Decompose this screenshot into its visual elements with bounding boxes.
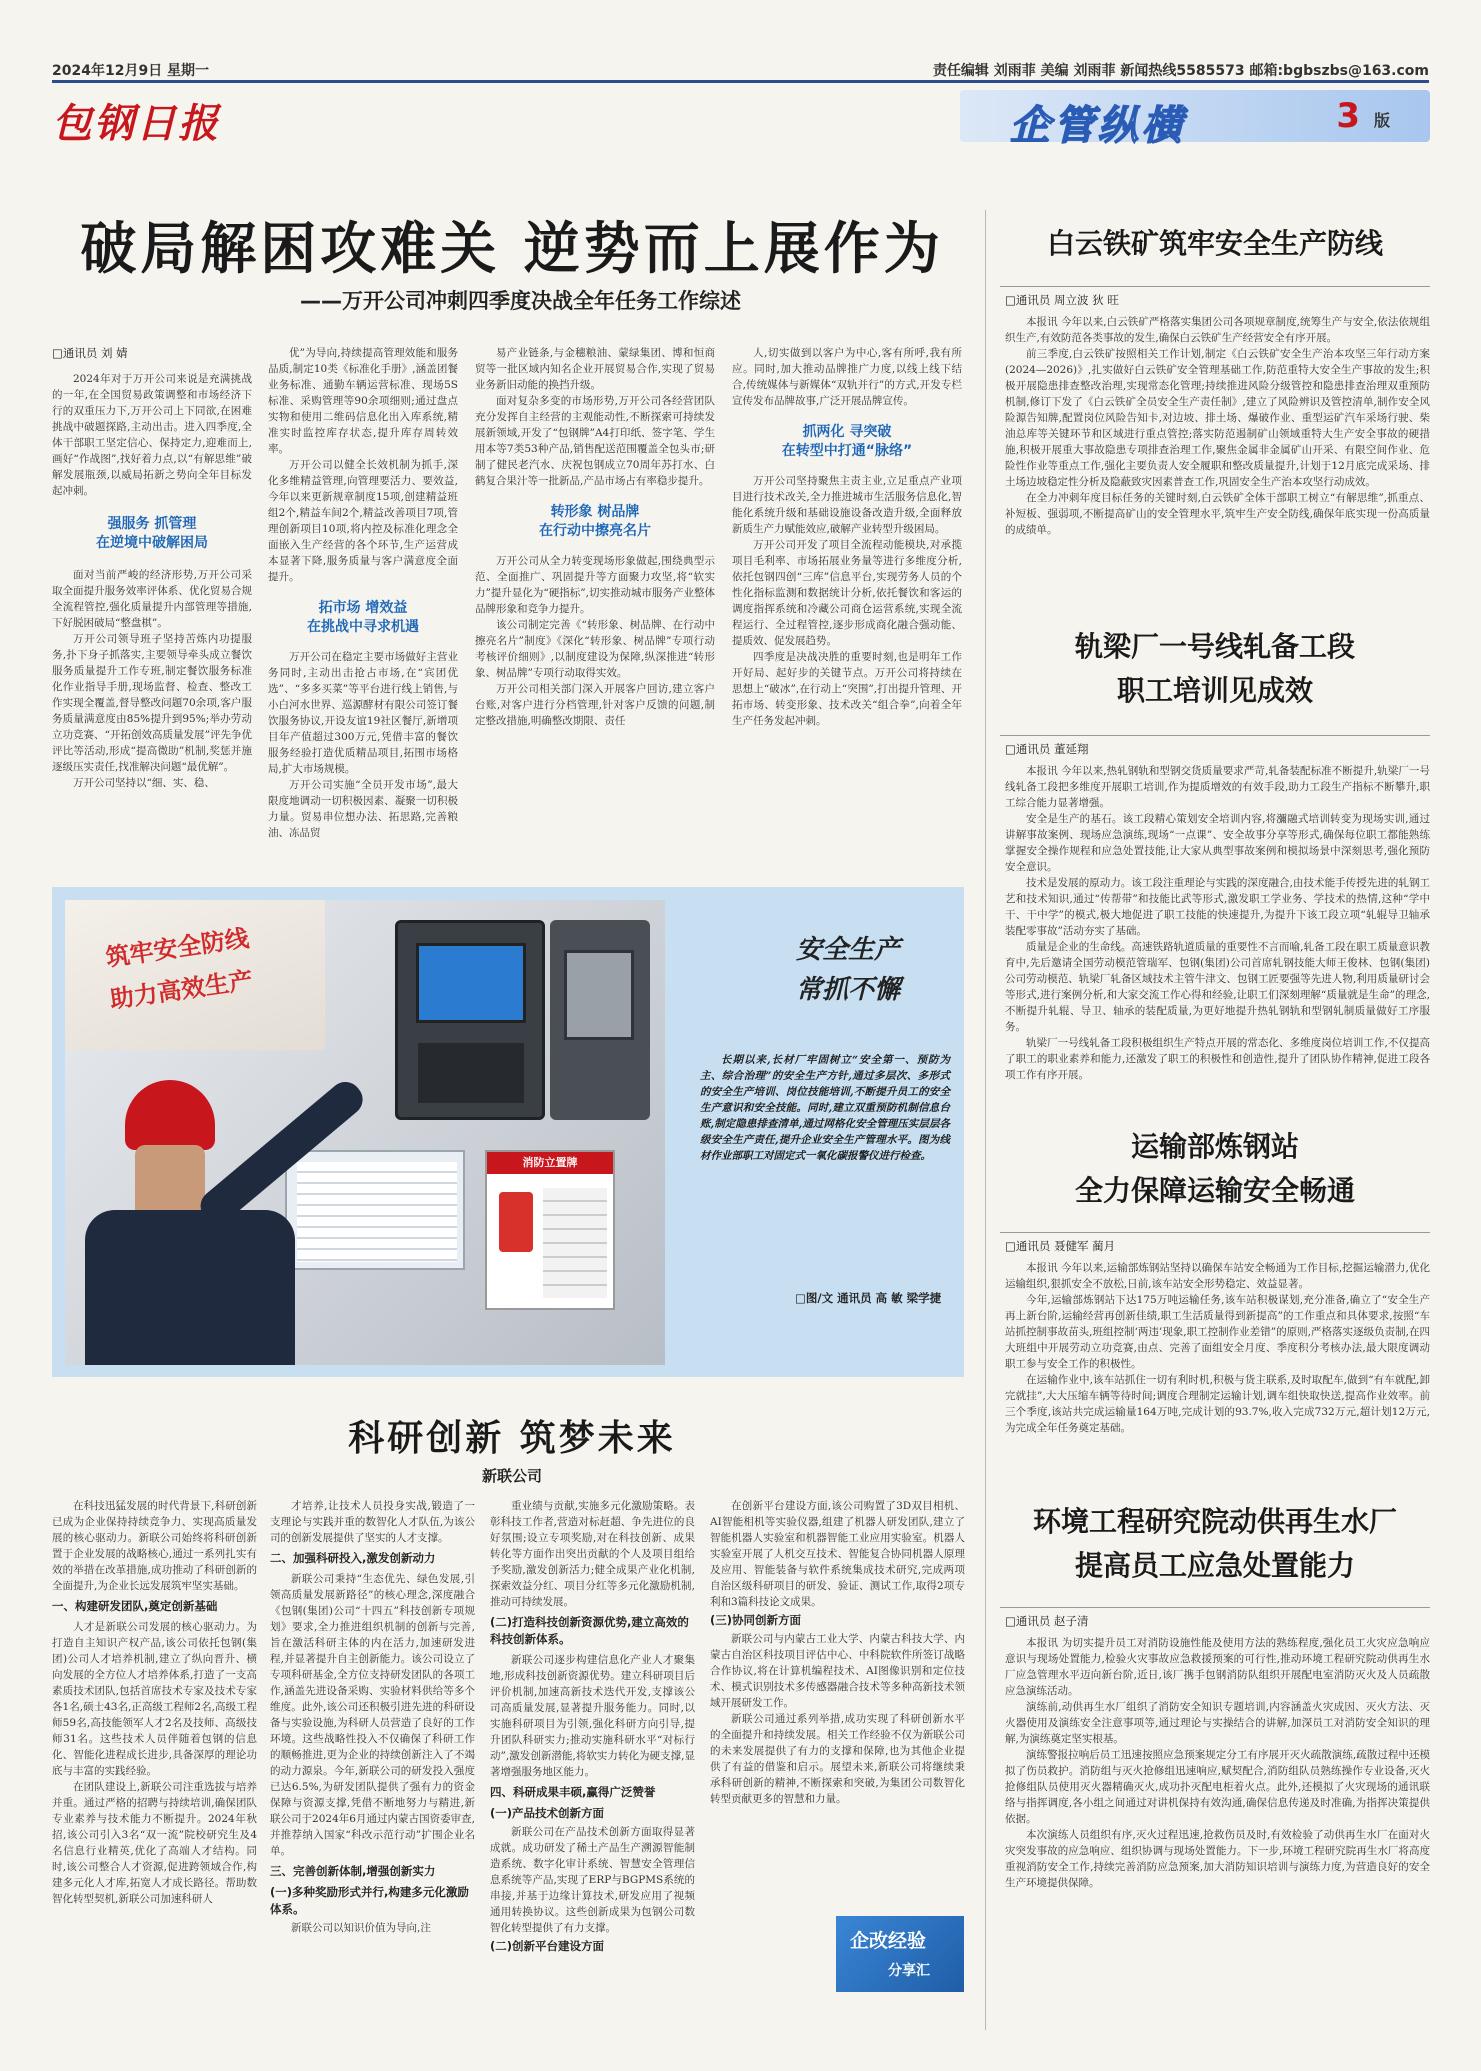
article-body: [1005, 1613, 1430, 2033]
worker-uniform: [85, 1210, 295, 1365]
article-body: [1005, 292, 1430, 610]
paragraph: 万开公司从全力转变现场形象做起,围绕典型示范、全面推广、巩固提升等方面聚力攻坚,将“软实力”提升显化为“硬指标”,切实推动城市服务产业整体品牌形象和竞争力提升。: [475, 555, 715, 615]
article-byline: □通讯员 赵子清: [1005, 1614, 1089, 1628]
article-title: [1000, 222, 1430, 266]
section-head: 三、完善创新体制,增强创新实力: [270, 1864, 436, 1878]
paragraph: 重业绩与贡献,实施多元化激励策略。表彰科技工作者,营造对标赶超、争先进位的良好氛围;设立专项奖励,对在科技创新、成果转化等方面作出突出贡献的个人及项目组给予奖励,激发创新活力;健全成果产业化机制,探索效益分红、项目分红等多元化激励机制,推动可持续发展。: [490, 1500, 695, 1608]
section-head-line: 抓两化 寻突破: [802, 424, 892, 440]
lead-column-2: [268, 345, 458, 875]
paragraph: 在运输作业中,该车站抓住一切有利时机,积极与货主联系,及时取配车,做到“有车就配,卸完就挂”,大大压缩车辆等待时间;调度合理制定运输计划,调车组快取快送,提高作业效率。前三个季度,该站共完成运输量164万吨,完成计划的93.7%,收入完成732万元,超计划12万元,为完成全年任务奠定基础。: [1005, 1374, 1430, 1434]
research-column-3: [490, 1498, 695, 2018]
badge-subtitle: 分享汇: [888, 1963, 930, 1979]
issue-date: 2024年12月9日 星期一: [52, 63, 210, 79]
wall-slogan-1: 筑牢安全防线: [104, 924, 251, 972]
research-article-author: 新联公司: [481, 1467, 542, 1485]
paragraph: 本报讯 为切实提升员工对消防设施性能及使用方法的熟练程度,强化员工火灾应急响应意识与现场处置能力,检验火灾事故应急救援预案的可行性,推动环境工程研究院动供再生水厂应急管理水平迈向新台阶,近日,该厂携手包钢消防队组织开展配电室消防灭火及人员疏散应急演练活动。: [1005, 1637, 1430, 1697]
header-rule: [52, 80, 1429, 83]
section-head: [52, 515, 252, 553]
divider: [1000, 286, 1430, 287]
safety-helmet: [125, 1080, 215, 1150]
article-title: [1000, 1125, 1430, 1213]
paragraph: 本报讯 今年以来,运输部炼钢站坚持以确保车站安全畅通为工作目标,挖掘运输潜力,优化运输组织,狠抓安全不放松,日前,该车站安全形势稳定、效益显著。: [1005, 1262, 1430, 1290]
column-badge: [836, 1916, 964, 1992]
paragraph: 新联公司在产品技术创新方面取得显著成就。成功研发了稀土产品生产溯源智能制造系统、数字化审计系统、智慧安全管理信息系统等产品,实现了ERP与BGPMS系统的串接,并基于边缘计算技术,研发应用了视频通用转换协议。这些创新成果为包钢公司数智化转型提供了有力支撑。: [490, 1826, 695, 1934]
paragraph: 万开公司坚持聚焦主责主业,立足重点产业项目进行技术改关,全力推进城市生活服务信息化,智能化系统升级和基础设施设备改造升级,全面释放新质生产力赋能效应,破解产业转型升级困局。: [732, 475, 962, 535]
paragraph: 人才是新联公司发展的核心驱动力。为打造自主知识产权产品,该公司依托包钢(集团)公司人才培养机制,建立了纵向晋升、横向发展的全方位人才培养体系,打造了一支高素质技术团队,包括首席技术专家及技术专家各1名,硕士43名,正高级工程师2名,高级工程师59名,高技能领军人才2名及技师、高级技师31名。这些技术人员伴随着包钢的信息化、智能化进程成长进步,具备深厚的理论功底与丰富的实践经验。: [52, 1621, 257, 1777]
paragraph: 2024年对于万开公司来说是充满挑战的一年,在全国贸易政策调整和市场经济下行的双重压力下,万开公司上下同欲,在困难挑战中破题探路,主动出击。进入四季度,全体干部职工坚定信心、保持定力,迎难而上,画好“作战图”,找好着力点,以“有解思维”破解发展瓶颈,以威局拓新之势向全年目标发起冲刺。: [52, 373, 252, 497]
paragraph: 四季度是决战决胜的重要时刻,也是明年工作开好局、起好步的关键节点。万开公司将持续在思想上“破冰”,在行动上“突围”,打出提升管理、开拓市场、转变形象、技术改关“组合拳”,向着全年生产任务发起冲刺。: [732, 651, 962, 727]
panel-screen: [416, 943, 526, 1023]
photo-caption-title: [768, 930, 928, 1010]
article-byline: □通讯员 聂健军 蔺月: [1005, 1239, 1116, 1253]
title-line: 运输部炼钢站: [1130, 1130, 1299, 1163]
paragraph: 安全是生产的基石。该工段精心策划安全培训内容,将瀰融式培训转变为现场实训,通过讲解事故案例、现场应急演练,现场“一点课”、安全故事分享等形式,确保每位职工都能熟练掌握安全操作规程和应急处置技能,让大家从典型事故案例和模拟场景中深刻思考,强化预防安全意识。: [1005, 813, 1430, 873]
title-line: 白云铁矿筑牢安全生产防线: [1046, 227, 1383, 260]
paragraph: 质量是企业的生命线。高速铁路轨道质量的重要性不言而喻,轧备工段在职工质量意识教育中,先后邀请全国劳动模范管瑞军、包钢(集团)公司首席轧钢技能大师王俊林、包钢(集团)公司劳动模范、轨梁厂轧备区域技术主管牛津文、包钢工匠要强等先进人物,利用质量研讨会等形式,进行案例分析,和大家交流工作心得和经验,让职工们深刻理解“质量就是生命”的理念,不断提升轧辊、导卫、轴承的装配质量,为更好地提升热轧钢轨和型钢轧制质量做好工序服务。: [1005, 941, 1430, 1033]
section-head-line: 在行动中擦亮名片: [539, 523, 651, 539]
article-title: [1000, 625, 1430, 713]
cabinet-window: [564, 950, 634, 1040]
article-byline: □通讯员 周立波 狄 旺: [1005, 293, 1119, 307]
paragraph: 万开公司开发了项目全流程动能模块,对承揽项目毛利率、市场拓展业务量等进行多维度分析,依托包钢四创“三库”信息平台,实现劳务人员的个性化指标监测和数据统计分析,依托餐饮和客运的调度指挥系统和冷藏公司商仓运营系统,实现全流程运行、全过程管控,逐步形成商化融合强动能、提质效、促发展趋势。: [732, 539, 962, 647]
fire-sign-board: [485, 1150, 615, 1310]
research-column-4: [710, 1498, 965, 1908]
section-head-line: 在逆境中破解困局: [96, 535, 208, 551]
lead-column-3: [475, 345, 715, 875]
section-head: [268, 599, 458, 637]
paragraph: 技术是发展的原动力。该工段注重理论与实践的深度融合,由技术能手传授先进的轧钢工艺和技术知识,通过“传帮带”和技能比武等形式,激发职工学业务、学技术的热情,这种“学中干、干中学”的模式,极大地促进了职工技能的快速提升,为提升下该工段立项“轧辊导卫轴承装配零事故”活动夯实了基础。: [1005, 877, 1430, 937]
lead-column-4: [732, 345, 962, 875]
photo-credit: □图/文 通讯员 高 敏 梁学捷: [795, 1291, 942, 1305]
section-head-line: 强服务 抓管理: [107, 516, 197, 532]
newspaper-logo: 包钢日报: [52, 100, 220, 147]
divider: [1000, 1232, 1430, 1233]
feature-photo: [65, 900, 665, 1365]
article-body: [1005, 1238, 1430, 1486]
section-head: [732, 423, 962, 461]
paragraph: 新联公司与内蒙古工业大学、内蒙古科技大学、内蒙古自治区科技项目评估中心、中科院软件所签订战略合作协议,将在计算机编程技术、AI图像识别和定位技术、模式识别技术多传感器融合技术等多种高新技术领域开展研发工作。: [710, 1633, 965, 1709]
lead-subtitle: ——万开公司冲刺四季度决战全年任务工作综述: [300, 289, 741, 313]
paragraph: 面对复杂多变的市场形势,万开公司各经营团队充分发挥自主经营的主观能动性,不断探索可持续发展新领域,开发了“包钢牌”A4打印纸、签字笔、学生用本等7类53种产品,销售配送范围覆盖全包头市;研制了健民老汽水、庆祝包钢成立70周年苏打水、白鹤复合果汁等一批新品,产品市场占有率稳步提升。: [475, 395, 715, 487]
page-number: 3: [1336, 96, 1360, 136]
paragraph: 万开公司领导班子坚持苦炼内功提服务,扑下身子抓落实,主要领导牵头成立餐饮服务质量提升工作专班,制定餐饮服务标准化作业指导手册,现场监督、检查、整改工作实现全覆盖,督导整改问题70余项,客户服务质量满意度由85%提升到95%;举办劳动立功竞赛、“开拓创效高质量发展”评先争优评比等活动,形成“提高微助”机制,奖惩并施逐级压实责任,找准解决问题“最优解”。: [52, 633, 252, 773]
panel-keypad: [418, 1043, 524, 1103]
lead-column-1: [52, 345, 252, 875]
paragraph: 万开公司以健全长效机制为抓手,深化多维精益管理,向管理要活力、要效益,今年以来更新规章制度15项,创建精益班组2个,精益车间2个,精益改善项目7项,管理创新项目10项,将内控及标准化理念全面嵌入生产经营的各个环节,生产运营成本显著下降,服务质量与客户满意度全面提升。: [268, 459, 458, 583]
section-head: [475, 503, 715, 541]
sub-head: (一)产品技术创新方面: [490, 1806, 605, 1820]
title-line: 全力保障运输安全畅通: [1074, 1174, 1355, 1207]
wall-banner: [65, 900, 325, 1050]
paragraph: 本次演练人员组织有序,灭火过程迅速,抢救伤员及时,有效检验了动供再生水厂在面对火灾突发事故的应急响应、组织协调与现场处置能力。下一步,环境工程研究院再生水厂将高度重视消防安全工作,持续完善消防应急预案,加大消防知识培训与演练力度,为营造良好的安全生产环境提供保障。: [1005, 1829, 1430, 1889]
sub-head: (三)协同创新方面: [710, 1613, 802, 1627]
paragraph: 新联公司逐步构建信息化产业人才聚集地,形成科技创新资源优势。建立科研项目后评价机制,加速高新技术迭代开发,支撑该公司高质量发展,显著提升服务能力。同时,以实施科研项目为引领,强化科研方向引导,提升团队科研实力;推动实施科研水平“对标行动”,激发创新潜能,将软实力转化为硬支撑,显著增强服务地区能力。: [490, 1654, 695, 1778]
photo-caption-text: 长期以来,长材厂牢固树立“安全第一、预防为主、综合治理”的安全生产方针,通过多层次、多形式的安全生产培训、岗位技能培训,不断提升员工的安全生产意识和安全技能。同时,建立双重预防机制信息台账,制定隐患排查清单,通过网格化安全管理压实层层各级安全生产责任,提升企业安全生产管理水平。图为线材作业部职工对固定式一氧化碳报警仪进行检查。: [700, 1054, 950, 1162]
section-head: 二、加强科研投入,激发创新动力: [270, 1551, 436, 1565]
section-head-line: 转形象 树品牌: [550, 504, 640, 520]
title-line: 环境工程研究院动供再生水厂: [1032, 1505, 1397, 1538]
paragraph: 前三季度,白云铁矿按照相关工作计划,制定《白云铁矿安全生产治本攻坚三年行动方案(2024—2026)》,扎实做好白云铁矿安全管理基础工作,防范重特大安全生产事故的发生;积极开展隐患排查整改治理,实现常态化管理;持续推进风险分级管控和隐患排查治理双重预防机制,修订下发了《白云铁矿全员安全生产责任制》,建立了风险辨识及管控清单,制作安全风险源告知牌,配置岗位风险告知卡,对边坡、排土场、爆破作业、重型运矿汽车采场行驶、柴油总库等关键环节和区域进行重点管控;落实防范遏制矿山领域重特大生产安全事故的硬措施,积极开展重大事故隐患专项排查治理工作,聚焦金属非金属矿山开采、有限空间作业、危险性作业等重点工作,强化主要负责人安全履职和整改质量提升,计划于12月底完成采场、排土场边坡稳定性分析及隐蔽致灾因素普查工作,巩固安全生产治本攻坚行动成效。: [1005, 348, 1430, 488]
alarm-cabinet: [550, 920, 650, 1120]
lead-title: 破局解困攻难关 逆势而上展作为: [80, 217, 944, 282]
fire-sign-table: [543, 1188, 607, 1298]
paragraph: 面对当前严峻的经济形势,万开公司采取全面提升服务效率评体系、优化贸易合规全流程管控,强化质量提升内部管理等措施,下好脱困破局“整盘棋”。: [52, 569, 252, 629]
paragraph: 万开公司坚持以“细、实、稳、: [73, 777, 215, 789]
info-board-grid: [297, 1162, 457, 1262]
section-head: 四、科研成果丰硕,赢得广泛赞誉: [490, 1785, 656, 1799]
badge-title: 企改经验: [850, 1930, 927, 1952]
sub-head: (一)多种奖励形式并行,构建多元化激励体系。: [270, 1885, 469, 1916]
paragraph: 优”为导向,持续提高管理效能和服务品质,制定10类《标准化手册》,涵盖团餐业务标准、通勤车辆运营标准、现场5S标准、采购管理等90余项细则;通过盘点实物和使用二维码信息化出入库系统,精准实时监控库存状态,提升库存周转效率。: [268, 347, 458, 455]
section-banner: [960, 90, 1430, 149]
caption-title-line: 安全生产: [795, 935, 900, 965]
title-line: 提高员工应急处置能力: [1074, 1549, 1355, 1582]
control-panel: [395, 920, 545, 1120]
article-body: [1005, 741, 1430, 1111]
paragraph: 轨梁厂一号线轧备工段积极组织生产特点开展的常态化、多维度岗位培训工作,不仅提高了职工的职业素养和能力,还激发了职工的积极性和创造性,提升了团队协作精神,促进工段各项工作有序开展。: [1005, 1037, 1430, 1081]
wall-slogan-2: 助力高效生产: [108, 966, 255, 1014]
paragraph: 该公司制定完善《“转形象、树品牌、在行动中擦亮名片”制度》《深化“转形象、树品牌”专项行动考核评价细则》,以制度建设为保障,纵深推进“转形象、树品牌”专项行动取得实效。: [475, 619, 715, 679]
column-divider: [985, 210, 986, 2030]
section-head-line: 在挑战中寻求机遇: [307, 619, 419, 635]
paragraph: 在团队建设上,新联公司注重选拔与培养并重。通过严格的招聘与持续培训,确保团队专业素养与技术能力不断提升。2024年秋招,该公司引入3名“双一流”院校研究生及4名信息行业精英,优化了高端人才结构。同时,该公司整合人才资源,促进跨领域合作,构建多元化人才库,拓宽人才成长路径。帮助数智化转型契机,新联公司加速科研人: [52, 1781, 257, 1905]
section-head-line: 在转型中打通“脉络”: [781, 443, 913, 459]
fire-sign-title: 消防立置牌: [487, 1152, 613, 1174]
editor-info: 责任编辑 刘雨菲 美编 刘雨菲 新闻热线5585573 邮箱:bgbszbs@163.com: [932, 63, 1429, 79]
caption-title-line: 常抓不懈: [795, 975, 900, 1005]
page-unit: 版: [1373, 111, 1390, 130]
research-column-2: [270, 1498, 475, 2018]
research-article-title: 科研创新 筑梦未来: [348, 1418, 676, 1459]
paragraph: 在创新平台建设方面,该公司购置了3D双目相机、AI智能相机等实验仪器,组建了机器人研发团队,建立了智能机器人实验室和机器智能工业应用实验室。机器人实验室开展了人机交互技术、智能复合协同机器人原理及应用、智能装备与软件系统集成技术研究,完成两项自治区级科研项目的研发、验证、测试工作,取得2项专利和3篇科技论文成果。: [710, 1500, 965, 1608]
paragraph: 在科技迅猛发展的时代背景下,科研创新已成为企业保持持续竞争力、实现高质量发展的核心驱动力。新联公司始终将科研创新置于企业发展的战略核心,通过一系列扎实有效的举措在改革措施,成功推动了科研创新的全面提升,为企业长远发展筑牢坚实基础。: [52, 1500, 257, 1592]
paragraph: 才培养,让技术人员投身实战,锻造了一支理论与实践并重的数智化人才队伍,为该公司的创新发展提供了坚实的人才支撑。: [270, 1500, 475, 1544]
article-byline: □通讯员 董延翔: [1005, 742, 1089, 756]
fire-extinguisher-icon: [499, 1192, 533, 1252]
article-title: [1000, 1500, 1430, 1588]
lead-byline: □通讯员 刘 婧: [52, 346, 128, 360]
paragraph: 万开公司相关部门深入开展客户回访,建立客户台账,对客户进行分档管理,针对客户反馈的问题,制定整改措施,明确整改期限、责任: [475, 683, 715, 727]
paragraph: 本报讯 今年以来,白云铁矿严格落实集团公司各项规章制度,统筹生产与安全,依法依规组织生产,有效防范各类事故的发生,确保白云铁矿生产经营安全有序开展。: [1005, 316, 1430, 344]
paragraph: 今年,运输部炼钢站下达175万吨运输任务,该车站积极谋划,充分准备,确立了“安全生产再上新台阶,运输经营再创新佳绩,职工生活质量得到新提高”的工作重点和具体要求,按照“车站抓控制事故苗头,班组控制‘两违’现象,职工控制作业差错”的原则,严格落实逐级负责制,在四大班组中开展劳动立功竞赛,由点、完善了面组安全月度、季度积分考核办法,最大限度调动职工参与安全工作的积极性。: [1005, 1294, 1430, 1370]
info-board: [285, 1150, 465, 1270]
paragraph: 新联公司以知识价值为导向,注: [291, 1922, 431, 1934]
paragraph: 人,切实做到以客户为中心,客有所呼,我有所应。同时,加大推动品牌推广力度,以线上线下结合,传统媒体与新媒体“双轨并行”的方式,开发专栏宣传发布品牌故事,广泛开展品牌宣传。: [732, 347, 962, 407]
paragraph: 本报讯 今年以来,热轧钢轨和型钢交货质量要求严苛,轧备装配标准不断提升,轨梁厂一号线轧备工段把多维度开展职工培训,作为提质增效的有效手段,助力工段生产指标不断攀升,职工综合能力显著增强。: [1005, 765, 1430, 809]
sub-head: (二)打造科技创新资源优势,建立高效的科技创新体系。: [490, 1615, 689, 1646]
paragraph: 易产业链条,与金穗粮油、蒙绿集团、博和恒商贸等一批区域内知名企业开展贸易合作,实现了贸易业务新旧动能的换挡升级。: [475, 347, 715, 391]
paragraph: 新联公司秉持“生态优先、绿色发展,引领高质量发展新路径”的核心理念,深度融合《包钢(集团)公司“十四五”科技创新专项规划》要求,全力推进组织机制的创新与完善,旨在激活科研主体的内在活力,加速研发进程,并显著提升自主创新能力。该公司设立了专项科研基金,全方位支持研发团队的各项工作,涵盖先进设备采购、实验材料供给等多个维度。此外,该公司还积极引进先进的科研设备与实验设施,为科研人员营造了良好的工作环境。这些战略性投入不仅确保了科研工作的顺畅推进,更为企业的持续创新注入了不竭的动力源泉。今年,新联公司的研发投入强度已达6.5%,为研发团队提供了强有力的资金保障与资源支撑,凭借不断地努力与精进,新联公司于2024年6月通过内蒙古国资委审查,并推荐纳入国家“科改示范行动”扩围企业名单。: [270, 1573, 475, 1857]
section-head-line: 拓市场 增效益: [318, 600, 408, 616]
section-head: 一、构建研发团队,奠定创新基础: [52, 1599, 218, 1613]
research-column-1: [52, 1498, 257, 2018]
paragraph: 在全力冲刺年度目标任务的关键时刻,白云铁矿全体干部职工树立“有解思维”,抓重点、补短板、强弱项,不断提高矿山的安全管理水平,筑牢生产安全防线,确保年底实现一份高质量的成绩单。: [1005, 492, 1430, 536]
divider: [1000, 735, 1430, 736]
section-name: 企管纵横: [1010, 103, 1186, 149]
title-line: 轨梁厂一号线轧备工段: [1074, 630, 1355, 663]
page-header: [52, 60, 1429, 78]
paragraph: 演练前,动供再生水厂组织了消防安全知识专题培训,内容涵盖火灾成因、灭火方法、灭火器使用及演练安全注意事项等,通过理论与实操结合的讲解,加深员工对消防安全知识的理解,为演练奠定坚实根基。: [1005, 1701, 1430, 1745]
title-line: 职工培训见成效: [1116, 674, 1313, 707]
worker-face: [135, 1145, 205, 1220]
divider: [1000, 1607, 1430, 1608]
paragraph: 万开公司在稳定主要市场做好主营业务同时,主动出击抢占市场,在“宾团优选”、“多多买菜”等平台进行线上销售,与小白河水世界、巡源酵材有限公司签订餐饮服务协议,开设友谊19社区餐厅,新增项目年产值超过300万元,凭借丰富的餐饮服务经验打造优质精品项目,拓围市场格局,扩大市场规模。: [268, 651, 458, 775]
paragraph: 新联公司通过系列举措,成功实现了科研创新水平的全面提升和持续发展。相关工作经验不仅为新联公司的未来发展提供了有力的支撑和保障,也为其他企业提供了有益的借鉴和启示。展望未来,新联公司将继续秉承科研创新的精神,不断探索和突破,为集团公司数智化转型贡献更多的智慧和力量。: [710, 1713, 965, 1805]
paragraph: 演练警报拉响后员工迅速按照应急预案规定分工有序展开灭火疏散演练,疏散过程中还模拟了伤员救护。消防组与灭火抢修组迅速响应,赋契配合,消防组队员熟练操作专业设备,灭火抢修组队员使用灭火器精确灭火,成功扑灭配电柜着火点。此外,还模拟了火灾现场的通讯联络与指挥调度,各小组之间通过对讲机保持有效沟通,确保信息传递及时准确,为指挥决策提供依据。: [1005, 1749, 1430, 1825]
paragraph: 万开公司实施“全员开发市场”,最大限度地调动一切积极因素、凝聚一切积极力量。贸易串位想办法、拓思路,完善粮油、冻品贸: [268, 779, 458, 839]
sub-head: (二)创新平台建设方面: [490, 1939, 605, 1953]
